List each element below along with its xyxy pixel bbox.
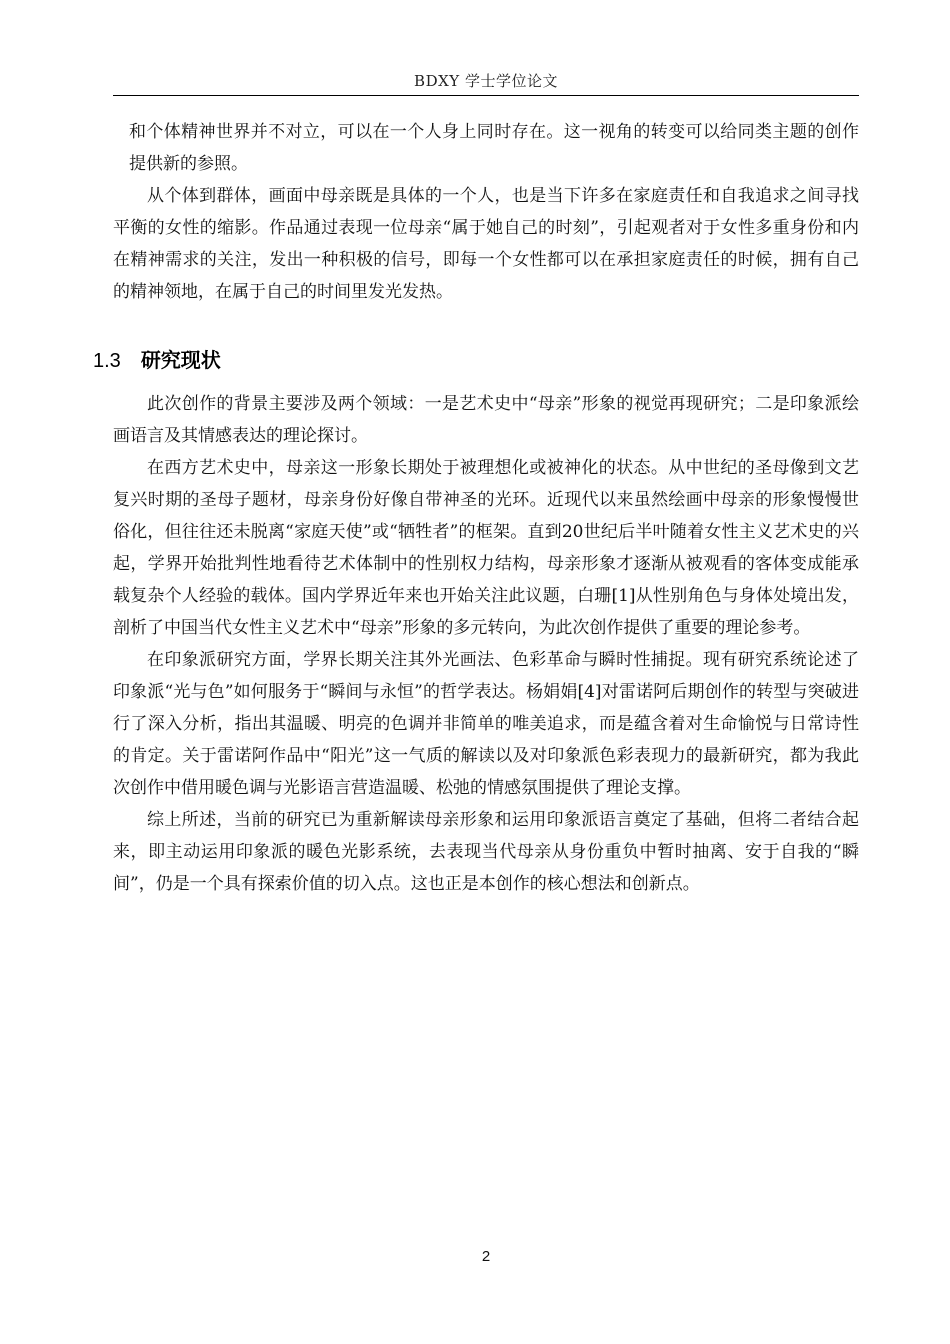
paragraph: 综上所述，当前的研究已为重新解读母亲形象和运用印象派语言奠定了基础，但将二者结合起来，即主动运用印象派的暖色光影系统，去表现当代母亲从身份重负中暂时抽离、安于自我的“瞬间”，仍是一个具有探索价值的切入点。这也正是本创作的核心想法和创新点。 (113, 810, 859, 894)
paragraph: 在印象派研究方面，学界长期关注其外光画法、色彩革命与瞬时性捕捉。现有研究系统论述了印象派“光与色”如何服务于“瞬间与永恒”的哲学表达。杨娟娟[4]对雷诺阿后期创作的转型与突破进行了深入分析，指出其温暖、明亮的色调并非简单的唯美追求，而是蕴含着对生命愉悦与日常诗性的肯定。关于雷诺阿作品中“阳光”这一气质的解读以及对印象派色彩表现力的最新研究，都为我此次创作中借用暖色调与光影语言营造温暖、松弛的情感氛围提供了理论支撑。 (113, 650, 859, 798)
running-header: BDXY 学士学位论文 (414, 72, 558, 90)
section-heading (93, 344, 221, 373)
header-divider (113, 95, 859, 96)
continued-text-block (113, 116, 859, 308)
page-number: 2 (481, 1248, 491, 1265)
paragraph: 在西方艺术史中，母亲这一形象长期处于被理想化或被神化的状态。从中世纪的圣母像到文艺复兴时期的圣母子题材，母亲身份好像自带神圣的光环。近现代以来虽然绘画中母亲的形象慢慢世俗化，但往往还未脱离“家庭天使”或“牺牲者”的框架。直到20世纪后半叶随着女性主义艺术史的兴起，学界开始批判性地看待艺术体制中的性别权力结构，母亲形象才逐渐从被观看的客体变成能承载复杂个人经验的载体。国内学界近年来也开始关注此议题，白珊[1]从性别角色与身体处境出发，剖析了中国当代女性主义艺术中“母亲”形象的多元转向，为此次创作提供了重要的理论参考。 (113, 458, 859, 638)
paragraph: 此次创作的背景主要涉及两个领域：一是艺术史中“母亲”形象的视觉再现研究；二是印象派绘画语言及其情感表达的理论探讨。 (113, 394, 859, 446)
section-title: 研究现状 (140, 348, 221, 372)
section-number: 1.3 (93, 350, 121, 372)
section-text-block (113, 388, 859, 900)
paragraph-continued: 和个体精神世界并不对立，可以在一个人身上同时存在。这一视角的转变可以给同类主题的创作提供新的参照。 (129, 122, 859, 174)
paragraph: 从个体到群体，画面中母亲既是具体的一个人，也是当下许多在家庭责任和自我追求之间寻找平衡的女性的缩影。作品通过表现一位母亲“属于她自己的时刻”，引起观者对于女性多重身份和内在精神需求的关注，发出一种积极的信号，即每一个女性都可以在承担家庭责任的时候，拥有自己的精神领地，在属于自己的时间里发光发热。 (113, 186, 859, 302)
